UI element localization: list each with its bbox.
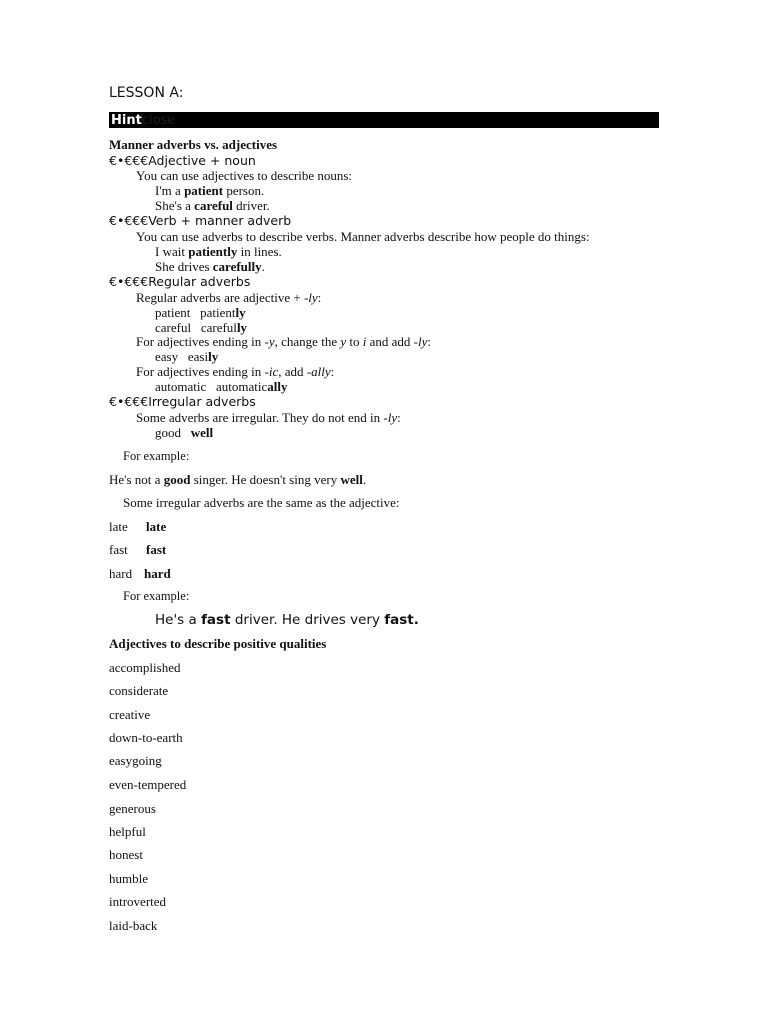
list-item: laid-back [109, 918, 158, 933]
irregular-adverbs-desc: Some adverbs are irregular. They do not end in -ly: [136, 410, 401, 425]
list-item: even-tempered [109, 777, 187, 792]
bullet-prefix: €•€€€ [109, 394, 149, 409]
adjective-noun-desc: You can use adjectives to describe nouns: [136, 168, 353, 183]
bullet-prefix: €•€€€ [109, 153, 149, 168]
example-line: I'm a patient person. [155, 183, 265, 198]
verb-adverb-heading [109, 213, 291, 228]
example-label: For example: [123, 449, 190, 463]
bullet-prefix: €•€€€ [109, 213, 149, 228]
list-item: creative [109, 707, 151, 722]
section-title: Manner adverbs vs. adjectives [109, 137, 278, 152]
regular-adverbs-desc: Regular adverbs are adjective + -ly: [136, 290, 322, 305]
list-item: easygoing [109, 753, 162, 768]
list-item: humble [109, 871, 148, 886]
adjective-noun-heading [109, 153, 256, 168]
example-line: I wait patiently in lines. [155, 244, 282, 259]
same-pair: late late [109, 519, 167, 534]
adverb-pair: patient patiently [155, 305, 246, 320]
example-sentence: He's a fast driver. He drives very fast. [155, 612, 419, 628]
bullet-prefix: €•€€€ [109, 274, 149, 289]
list-item: generous [109, 801, 156, 816]
same-pair: fast fast [109, 542, 167, 557]
adverb-pair: careful carefully [155, 320, 248, 335]
verb-adverb-desc: You can use adverbs to describe verbs. Manner adverbs describe how people do things: [136, 229, 590, 244]
list-item: accomplished [109, 660, 181, 675]
list-item: down-to-earth [109, 730, 183, 745]
hint-label: Hint [111, 112, 142, 128]
example-label: For example: [123, 589, 190, 603]
same-pair: hard hard [109, 566, 171, 581]
adverb-pair: automatic automatically [155, 379, 288, 394]
regular-adverbs-heading [109, 274, 250, 289]
list-item: honest [109, 847, 143, 862]
heading-text: Irregular adverbs [148, 394, 256, 409]
example-line: She drives carefully. [155, 259, 265, 274]
ic-rule: For adjectives ending in -ic, add -ally: [136, 364, 335, 379]
lesson-title: LESSON A: [109, 85, 184, 101]
irregular-adverbs-heading [109, 394, 256, 409]
y-rule: For adjectives ending in -y, change the y to i and add -ly: [136, 334, 432, 349]
heading-text: Adjective + noun [148, 153, 256, 168]
heading-text: Verb + manner adverb [148, 213, 292, 228]
list-item: introverted [109, 894, 167, 909]
list-item: considerate [109, 683, 169, 698]
heading-text: Regular adverbs [148, 274, 251, 289]
adverb-pair: easy easily [155, 349, 219, 364]
example-sentence: He's not a good singer. He doesn't sing very well. [109, 472, 367, 487]
positive-qualities-title: Adjectives to describe positive qualities [109, 636, 327, 651]
adverb-pair: good well [155, 425, 214, 440]
same-note: Some irregular adverbs are the same as the adjective: [123, 495, 400, 510]
list-item: helpful [109, 824, 146, 839]
hint-bar [109, 112, 659, 128]
example-line: She's a careful driver. [155, 198, 270, 213]
hint-close-link[interactable]: close [141, 112, 176, 128]
